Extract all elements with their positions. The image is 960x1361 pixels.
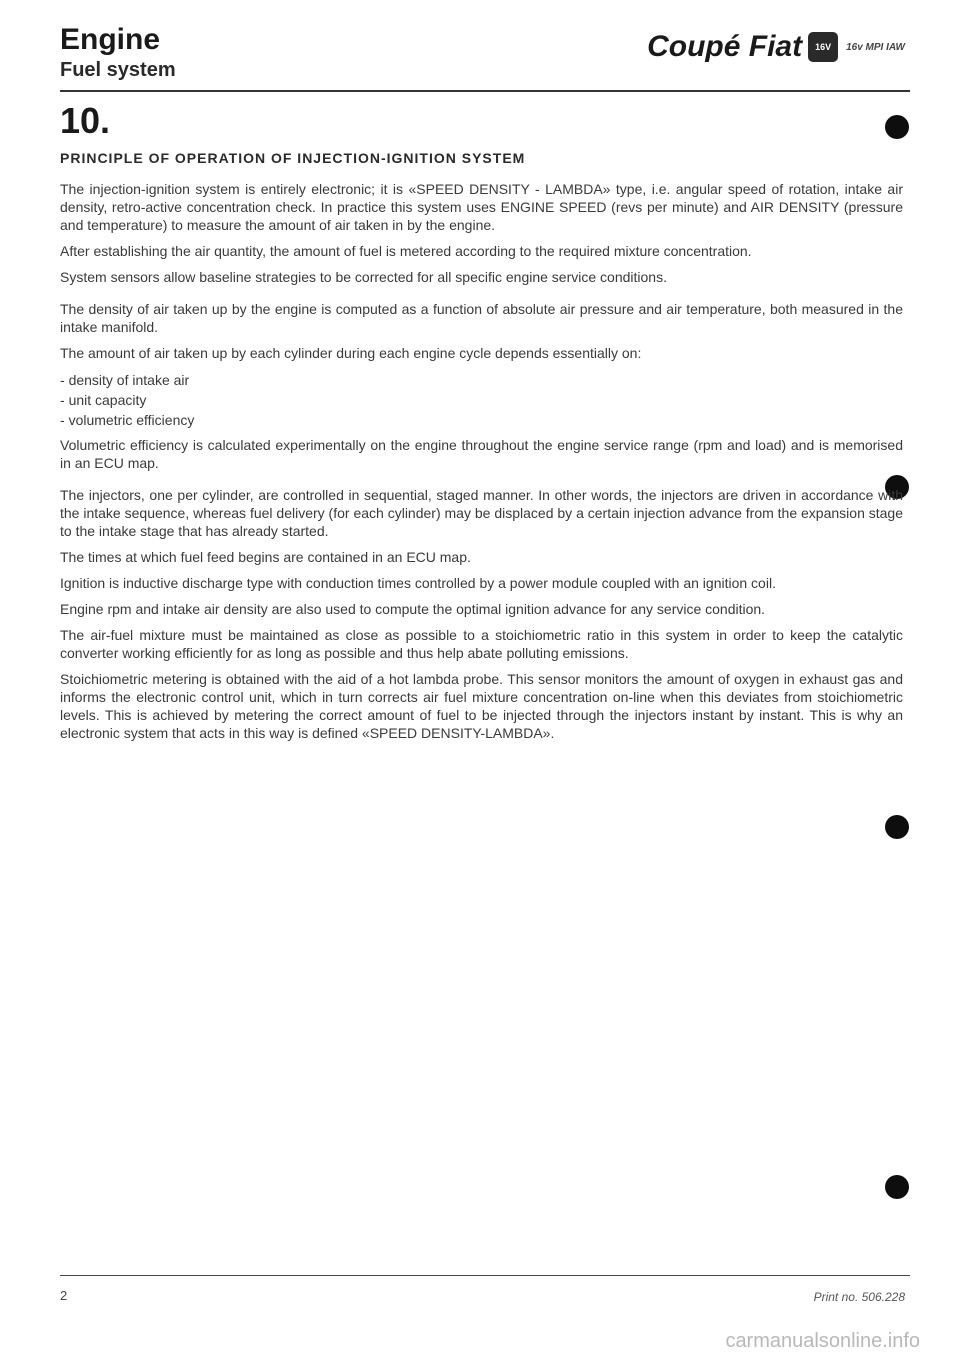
paragraph: Stoichiometric metering is obtained with the aid of a hot lambda probe. This sensor monitors the amount of oxygen in exhaust gas and informs the electronic control unit, which in turn corrects air fuel mixture concentration on-line when this deviates from stoichiometric levels. This is achieved by metering the correct amount of fuel to be injected through the injectors instant by instant. This is why an electronic system that acts in this way is defined «SPEED DENSITY-LAMBDA».	[60, 671, 903, 741]
page-number: 2	[60, 1288, 68, 1303]
watermark: carmanualsonline.info	[725, 1330, 920, 1352]
paragraph: The air-fuel mixture must be maintained as close as possible to a stoichiometric ratio in this system in order to keep the catalytic converter working efficiently for as long as possible and thus help abate polluting emissions.	[60, 627, 903, 661]
page-subtitle: Fuel system	[60, 59, 176, 81]
footer-divider	[60, 1275, 910, 1276]
header-left	[60, 24, 176, 82]
paragraph: Engine rpm and intake air density are also used to compute the optimal ignition advance for any service condition.	[60, 601, 766, 617]
paragraph: The injection-ignition system is entirely electronic; it is «SPEED DENSITY - LAMBDA» type, i.e. angular speed of rotation, intake air density, retro-active concentration check. In practice this system uses ENGINE SPEED (revs per minute) and AIR DENSITY (pressure and temperature) to measure the amount of air taken in by the engine.	[60, 181, 903, 233]
list-item: - unit capacity	[60, 390, 903, 410]
body-text	[60, 180, 903, 750]
binder-hole-icon	[885, 115, 909, 139]
page-title: Engine	[60, 23, 161, 56]
header-divider	[60, 90, 910, 92]
brand-name: Coupé Fiat	[647, 30, 803, 63]
paragraph: The times at which fuel feed begins are contained in an ECU map.	[60, 549, 471, 565]
factor-list	[60, 370, 903, 430]
section-number: 10.	[60, 100, 111, 141]
list-item: - volumetric efficiency	[60, 410, 903, 430]
engine-badge-icon: 16V	[808, 32, 838, 62]
paragraph: After establishing the air quantity, the amount of fuel is metered according to the required mixture concentration.	[60, 243, 752, 259]
engine-code: 16v MPI IAW	[846, 41, 905, 53]
binder-hole-icon	[885, 815, 909, 839]
paragraph: The injectors, one per cylinder, are controlled in sequential, staged manner. In other words, the injectors are driven in accordance with the intake sequence, whereas fuel delivery (for each cylinder) may be displaced by a certain injection advance from the expansion stage to the intake stage that has already started.	[60, 487, 903, 539]
paragraph: System sensors allow baseline strategies to be corrected for all specific engine service conditions.	[60, 269, 667, 285]
paragraph: Volumetric efficiency is calculated experimentally on the engine throughout the engine service range (rpm and load) and is memorised in an ECU map.	[60, 437, 903, 471]
paragraph: The density of air taken up by the engine is computed as a function of absolute air pressure and air temperature, both measured in the intake manifold.	[60, 301, 903, 335]
paragraph: The amount of air taken up by each cylinder during each engine cycle depends essentially on:	[60, 345, 642, 361]
header-right	[647, 30, 905, 64]
print-number: Print no. 506.228	[813, 1290, 905, 1304]
binder-hole-icon	[885, 1175, 909, 1199]
paragraph: Ignition is inductive discharge type with conduction times controlled by a power module coupled with an ignition coil.	[60, 575, 776, 591]
list-item: - density of intake air	[60, 370, 903, 390]
section-heading: PRINCIPLE OF OPERATION OF INJECTION-IGNITION SYSTEM	[60, 150, 526, 166]
